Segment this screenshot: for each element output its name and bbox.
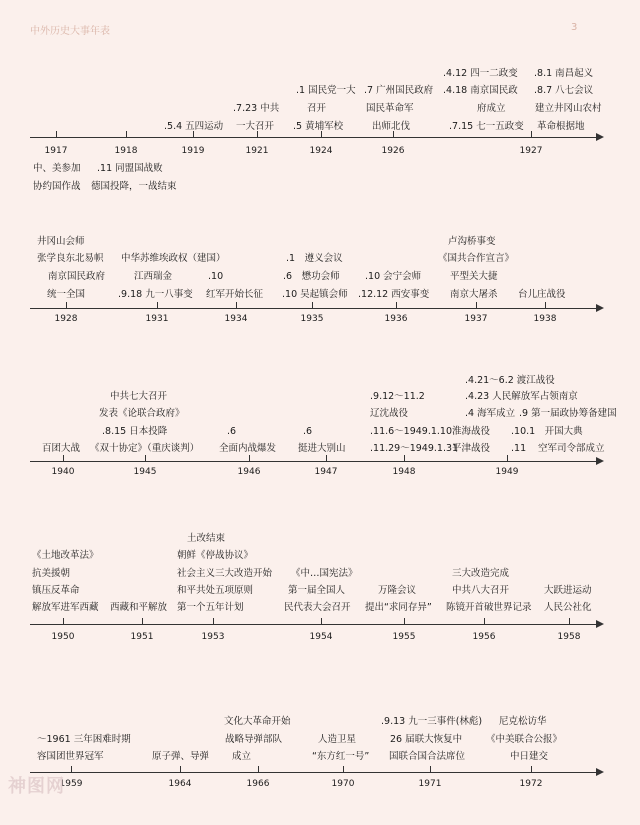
year-label: 1921 xyxy=(245,146,269,156)
year-label: 1926 xyxy=(381,146,405,156)
event-label: 三大改造完成 xyxy=(452,568,510,579)
event-label: 陈镜开首破世界记录 xyxy=(446,602,532,613)
event-label: 统一全国 xyxy=(47,289,86,300)
event-label: 第一个五年计划 xyxy=(177,602,244,613)
watermark-logo: 神图网 xyxy=(8,776,65,797)
year-tick xyxy=(404,455,405,461)
year-label: 1954 xyxy=(309,632,333,642)
event-label: 张学良东北易帜 xyxy=(37,253,104,264)
year-label: 1917 xyxy=(44,146,68,156)
event-label: 26 届联大恢复中 xyxy=(390,734,463,745)
event-label: 提出“求同存异” xyxy=(365,602,432,613)
event-label: 江西瑞金 xyxy=(134,271,173,282)
axis-arrow xyxy=(596,457,604,465)
event-label: 民代表大会召开 xyxy=(284,602,351,613)
event-label: .7.15 七一五政变 xyxy=(449,121,524,132)
event-label: 第一届全国人 xyxy=(288,585,346,596)
event-label: 中华苏维埃政权（建国） xyxy=(121,253,226,264)
year-label: 1951 xyxy=(130,632,154,642)
event-label: 战略导弹部队 xyxy=(225,734,283,745)
event-label: .5.4 五四运动 xyxy=(164,121,224,132)
event-label: 西藏和平解放 xyxy=(110,602,168,613)
page-number: 3 xyxy=(571,22,578,33)
event-label: 大跃进运动 xyxy=(544,585,592,596)
year-tick xyxy=(66,302,67,308)
event-label: .10 吴起镇会师 xyxy=(282,289,348,300)
event-label: 召开 xyxy=(307,103,327,114)
year-label: 1945 xyxy=(133,467,157,477)
year-label: 1946 xyxy=(237,467,261,477)
event-label: 《土地改革法》 xyxy=(32,550,99,561)
event-label: 革命根据地 xyxy=(537,121,585,132)
event-label: 社会主义三大改造开始 xyxy=(177,568,273,579)
event-label: “东方红一号” xyxy=(312,751,370,762)
event-label: 台儿庄战役 xyxy=(518,289,566,300)
year-label: 1970 xyxy=(331,779,355,789)
event-label: .4.21～6.2 渡江战役 xyxy=(465,375,555,386)
year-label: 1937 xyxy=(464,314,488,324)
event-label: 中共八大召开 xyxy=(452,585,510,596)
year-tick xyxy=(507,455,508,461)
year-label: 1947 xyxy=(314,467,338,477)
year-label: 1958 xyxy=(557,632,581,642)
event-label: 文化大革命开始 xyxy=(224,716,291,727)
event-label: 原子弹、导弹 xyxy=(152,751,210,762)
event-label: 德国投降，一战结束 xyxy=(91,181,177,192)
event-label: .4.23 人民解放军占领南京 xyxy=(465,391,578,402)
event-label: .5 黄埔军校 xyxy=(293,121,344,132)
event-label: .1 国民党一大 xyxy=(296,85,356,96)
event-label: .7.23 中共 xyxy=(233,103,280,114)
year-tick xyxy=(326,455,327,461)
year-label: 1919 xyxy=(181,146,205,156)
event-label: 府成立 xyxy=(477,103,506,114)
event-label: 中、美参加 xyxy=(33,163,81,174)
event-label: 卢沟桥事变 xyxy=(448,236,496,247)
event-label: 成立 xyxy=(232,751,252,762)
event-label: .10 xyxy=(208,271,224,282)
year-tick xyxy=(484,618,485,624)
year-label: 1966 xyxy=(246,779,270,789)
event-label: .6 xyxy=(227,426,237,437)
event-label: 《双十协定》（重庆谈判） xyxy=(90,443,200,454)
axis-arrow xyxy=(596,304,604,312)
year-tick xyxy=(157,302,158,308)
year-tick xyxy=(71,766,72,772)
event-label: .10 会宁会师 xyxy=(365,271,422,282)
event-label: .11.29～1949.1.31 xyxy=(370,443,459,454)
event-label: .9.18 九一八事变 xyxy=(118,289,193,300)
year-label: 1928 xyxy=(54,314,78,324)
event-label: 抗美援朝 xyxy=(32,568,71,579)
event-label: 平型关大捷 xyxy=(450,271,498,282)
year-tick xyxy=(343,766,344,772)
event-label: 南京大屠杀 xyxy=(450,289,498,300)
event-label: 《中…国宪法》 xyxy=(291,568,358,579)
event-label: 全面内战爆发 xyxy=(219,443,277,454)
timeline-axis xyxy=(30,624,598,625)
event-label: 空军司令部成立 xyxy=(538,443,605,454)
year-tick xyxy=(569,618,570,624)
event-label: 容国团世界冠军 xyxy=(37,751,104,762)
event-label: 一大召开 xyxy=(236,121,275,132)
year-tick xyxy=(430,766,431,772)
year-tick xyxy=(545,302,546,308)
event-label: 井冈山会师 xyxy=(37,236,85,247)
year-tick xyxy=(312,302,313,308)
year-tick xyxy=(404,618,405,624)
event-label: 建立井冈山农村 xyxy=(535,103,602,114)
event-label: 南京国民政府 xyxy=(48,271,106,282)
event-label: .11 xyxy=(511,443,527,454)
year-tick xyxy=(249,455,250,461)
year-label: 1949 xyxy=(495,467,519,477)
event-label: 红军开始长征 xyxy=(206,289,264,300)
year-label: 1936 xyxy=(384,314,408,324)
event-label: .6 懋功会师 xyxy=(283,271,340,282)
event-label: .1 遵义会议 xyxy=(286,253,343,264)
year-tick xyxy=(396,302,397,308)
event-label: .9.12～11.2 xyxy=(370,391,425,402)
event-label: 人民公社化 xyxy=(544,602,592,613)
year-tick xyxy=(180,766,181,772)
year-tick xyxy=(258,766,259,772)
year-tick xyxy=(531,766,532,772)
event-label: 解放军进军西藏 xyxy=(32,602,99,613)
event-label: 出师北伐 xyxy=(372,121,411,132)
year-label: 1940 xyxy=(51,467,75,477)
year-tick xyxy=(476,302,477,308)
event-label: .7 广州国民政府 xyxy=(364,85,434,96)
year-label: 1927 xyxy=(519,146,543,156)
year-label: 1935 xyxy=(300,314,324,324)
event-label: 土改结束 xyxy=(187,533,226,544)
year-label: 1956 xyxy=(472,632,496,642)
year-label: 1953 xyxy=(201,632,225,642)
year-tick xyxy=(321,618,322,624)
year-label: 1931 xyxy=(145,314,169,324)
event-label: 《国共合作宣言》 xyxy=(438,253,515,264)
axis-arrow xyxy=(596,620,604,628)
event-label: 协约国作战 xyxy=(33,181,81,192)
event-label: .6 xyxy=(303,426,313,437)
event-label: 镇压反革命 xyxy=(32,585,80,596)
event-label: 朝鲜《停战协议》 xyxy=(177,550,254,561)
event-label: 国民革命军 xyxy=(366,103,414,114)
event-label: .10.1 开国大典 xyxy=(511,426,583,437)
event-label: 辽沈战役 xyxy=(370,408,409,419)
event-label: ～1961 三年困难时期 xyxy=(37,734,131,745)
event-label: .8.15 日本投降 xyxy=(102,426,168,437)
timeline-axis xyxy=(30,308,598,309)
event-label: .4.12 四一二政变 xyxy=(443,68,518,79)
event-label: 《中美联合公报》 xyxy=(486,734,563,745)
timeline-axis xyxy=(30,461,598,462)
event-label: .11.6～1949.1.10 xyxy=(370,426,453,437)
year-tick xyxy=(213,618,214,624)
year-label: 1924 xyxy=(309,146,333,156)
year-label: 1938 xyxy=(533,314,557,324)
year-label: 1948 xyxy=(392,467,416,477)
event-label: 发表《论联合政府》 xyxy=(99,408,185,419)
event-label: 平津战役 xyxy=(452,443,491,454)
year-label: 1959 xyxy=(59,779,83,789)
year-tick xyxy=(236,302,237,308)
event-label: .9.13 九一三事件(林彪) xyxy=(381,716,483,727)
event-label: .11 同盟国战败 xyxy=(97,163,163,174)
event-label: 中共七大召开 xyxy=(110,391,168,402)
event-label: .9 第一届政协筹备建国 xyxy=(519,408,617,419)
year-label: 1964 xyxy=(168,779,192,789)
event-label: .4 海军成立 xyxy=(465,408,516,419)
event-label: 尼克松访华 xyxy=(499,716,547,727)
year-label: 1955 xyxy=(392,632,416,642)
event-label: 淮海战役 xyxy=(452,426,491,437)
year-label: 1972 xyxy=(519,779,543,789)
event-label: .8.7 八七会议 xyxy=(534,85,594,96)
event-label: 中日建交 xyxy=(510,751,549,762)
event-label: 挺进大别山 xyxy=(298,443,346,454)
event-label: 和平共处五项原则 xyxy=(177,585,254,596)
year-tick xyxy=(145,455,146,461)
event-label: .8.1 南昌起义 xyxy=(534,68,594,79)
year-label: 1950 xyxy=(51,632,75,642)
year-tick xyxy=(142,618,143,624)
event-label: 万隆会议 xyxy=(378,585,417,596)
year-label: 1918 xyxy=(114,146,138,156)
event-label: 百团大战 xyxy=(42,443,81,454)
page-header-title: 中外历史大事年表 xyxy=(30,26,110,37)
year-tick xyxy=(63,618,64,624)
timeline-axis xyxy=(30,772,598,773)
year-tick xyxy=(63,455,64,461)
year-label: 1934 xyxy=(224,314,248,324)
event-label: 国联合国合法席位 xyxy=(389,751,466,762)
event-label: 人造卫星 xyxy=(318,734,357,745)
axis-arrow xyxy=(596,768,604,776)
event-label: .12.12 西安事变 xyxy=(358,289,430,300)
year-label: 1971 xyxy=(418,779,442,789)
event-label: .4.18 南京国民政 xyxy=(443,85,518,96)
